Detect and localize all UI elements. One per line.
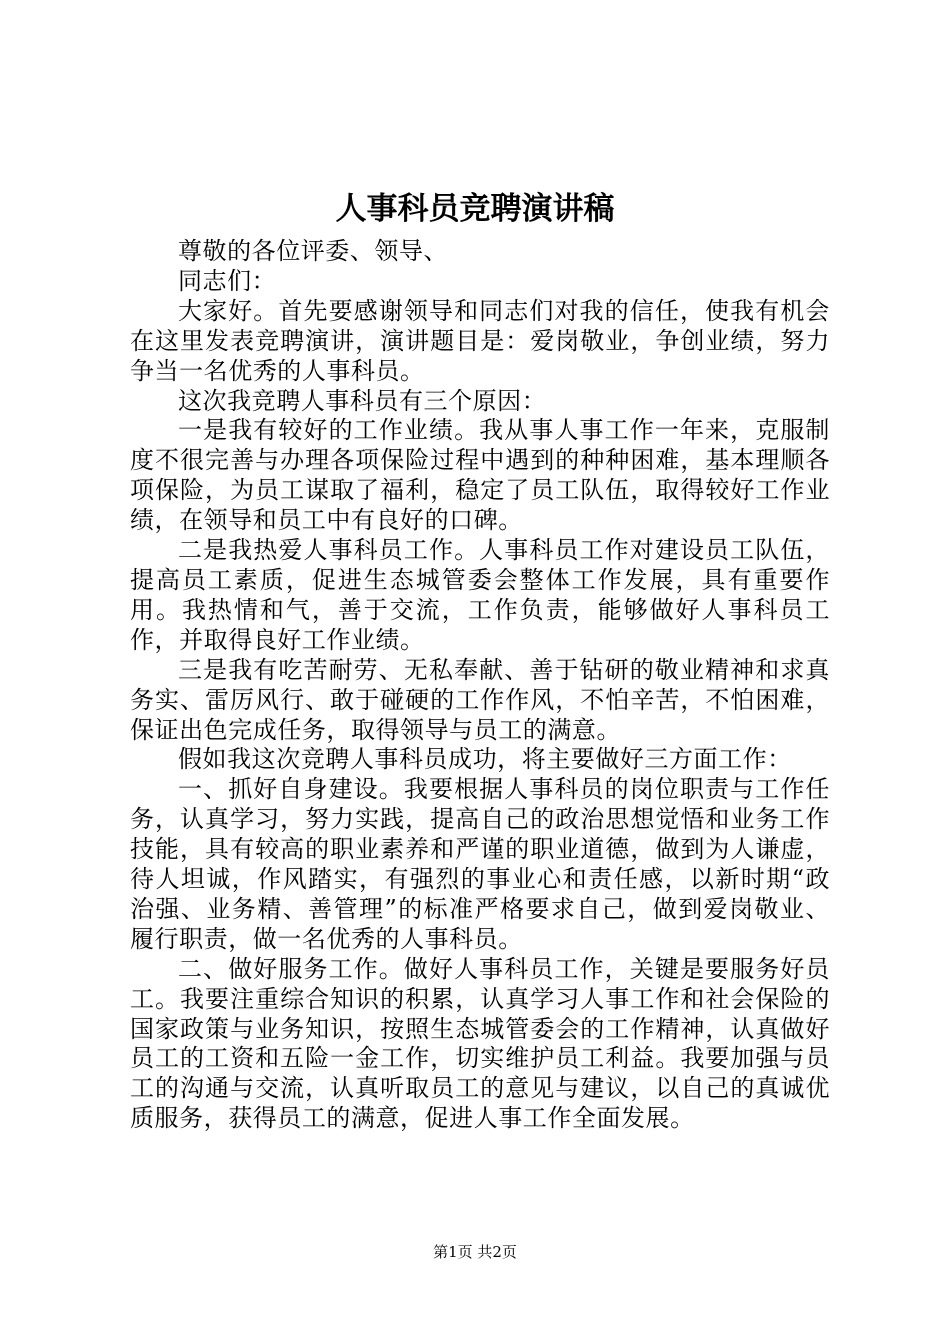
paragraph-reasons-intro: 这次我竞聘人事科员有三个原因： (178, 386, 547, 415)
paragraph-greeting: 大家好。首先要感谢领导和同志们对我的信任，使我有机会在这里发表竞聘演讲，演讲题目是：爱岗敬业，争创业绩，努力争当一名优秀的人事科员。 (130, 296, 830, 385)
document-body (130, 237, 830, 1134)
paragraph-reason-2: 二是我热爱人事科员工作。人事科员工作对建设员工队伍，提高员工素质，促进生态城管委会整体工作发展，具有重要作用。我热情和气，善于交流，工作负责，能够做好人事科员工作，并取得良好工作业绩。 (130, 536, 830, 654)
paragraph-plan-1: 一、抓好自身建设。我要根据人事科员的岗位职责与工作任务，认真学习，努力实践，提高自己的政治思想觉悟和业务工作技能，具有较高的职业素养和严谨的职业道德，做到为人谦虚，待人坦诚，作风踏实，有强烈的事业心和责任感，以新时期“政治强、业务精、善管理”的标准严格要求自己，做到爱岗敬业、履行职责，做一名优秀的人事科员。 (130, 775, 830, 953)
salutation-line-2: 同志们： (178, 266, 277, 295)
document-title: 人事科员竞聘演讲稿 (335, 191, 615, 227)
paragraph-reason-1: 一是我有较好的工作业绩。我从事人事工作一年来，克服制度不很完善与办理各项保险过程中遇到的种种困难，基本理顺各项保险，为员工谋取了福利，稳定了员工队伍，取得较好工作业绩，在领导和员工中有良好的口碑。 (130, 416, 830, 535)
page-footer: 第1页 共2页 (433, 1243, 517, 1261)
salutation-line-1: 尊敬的各位评委、领导、 (178, 237, 449, 265)
paragraph-reason-3: 三是我有吃苦耐劳、无私奉献、善于钻研的敬业精神和求真务实、雷厉风行、敢于碰硬的工作作风，不怕辛苦，不怕困难，保证出色完成任务，取得领导与员工的满意。 (130, 655, 830, 744)
paragraph-plan-2: 二、做好服务工作。做好人事科员工作，关键是要服务好员工。我要注重综合知识的积累，认真学习人事工作和社会保险的国家政策与业务知识，按照生态城管委会的工作精神，认真做好员工的工资和五险一金工作，切实维护员工利益。我要加强与员工的沟通与交流，认真听取员工的意见与建议，以自己的真诚优质服务，获得员工的满意，促进人事工作全面发展。 (130, 954, 830, 1133)
paragraph-plan-intro: 假如我这次竞聘人事科员成功，将主要做好三方面工作： (178, 745, 792, 774)
